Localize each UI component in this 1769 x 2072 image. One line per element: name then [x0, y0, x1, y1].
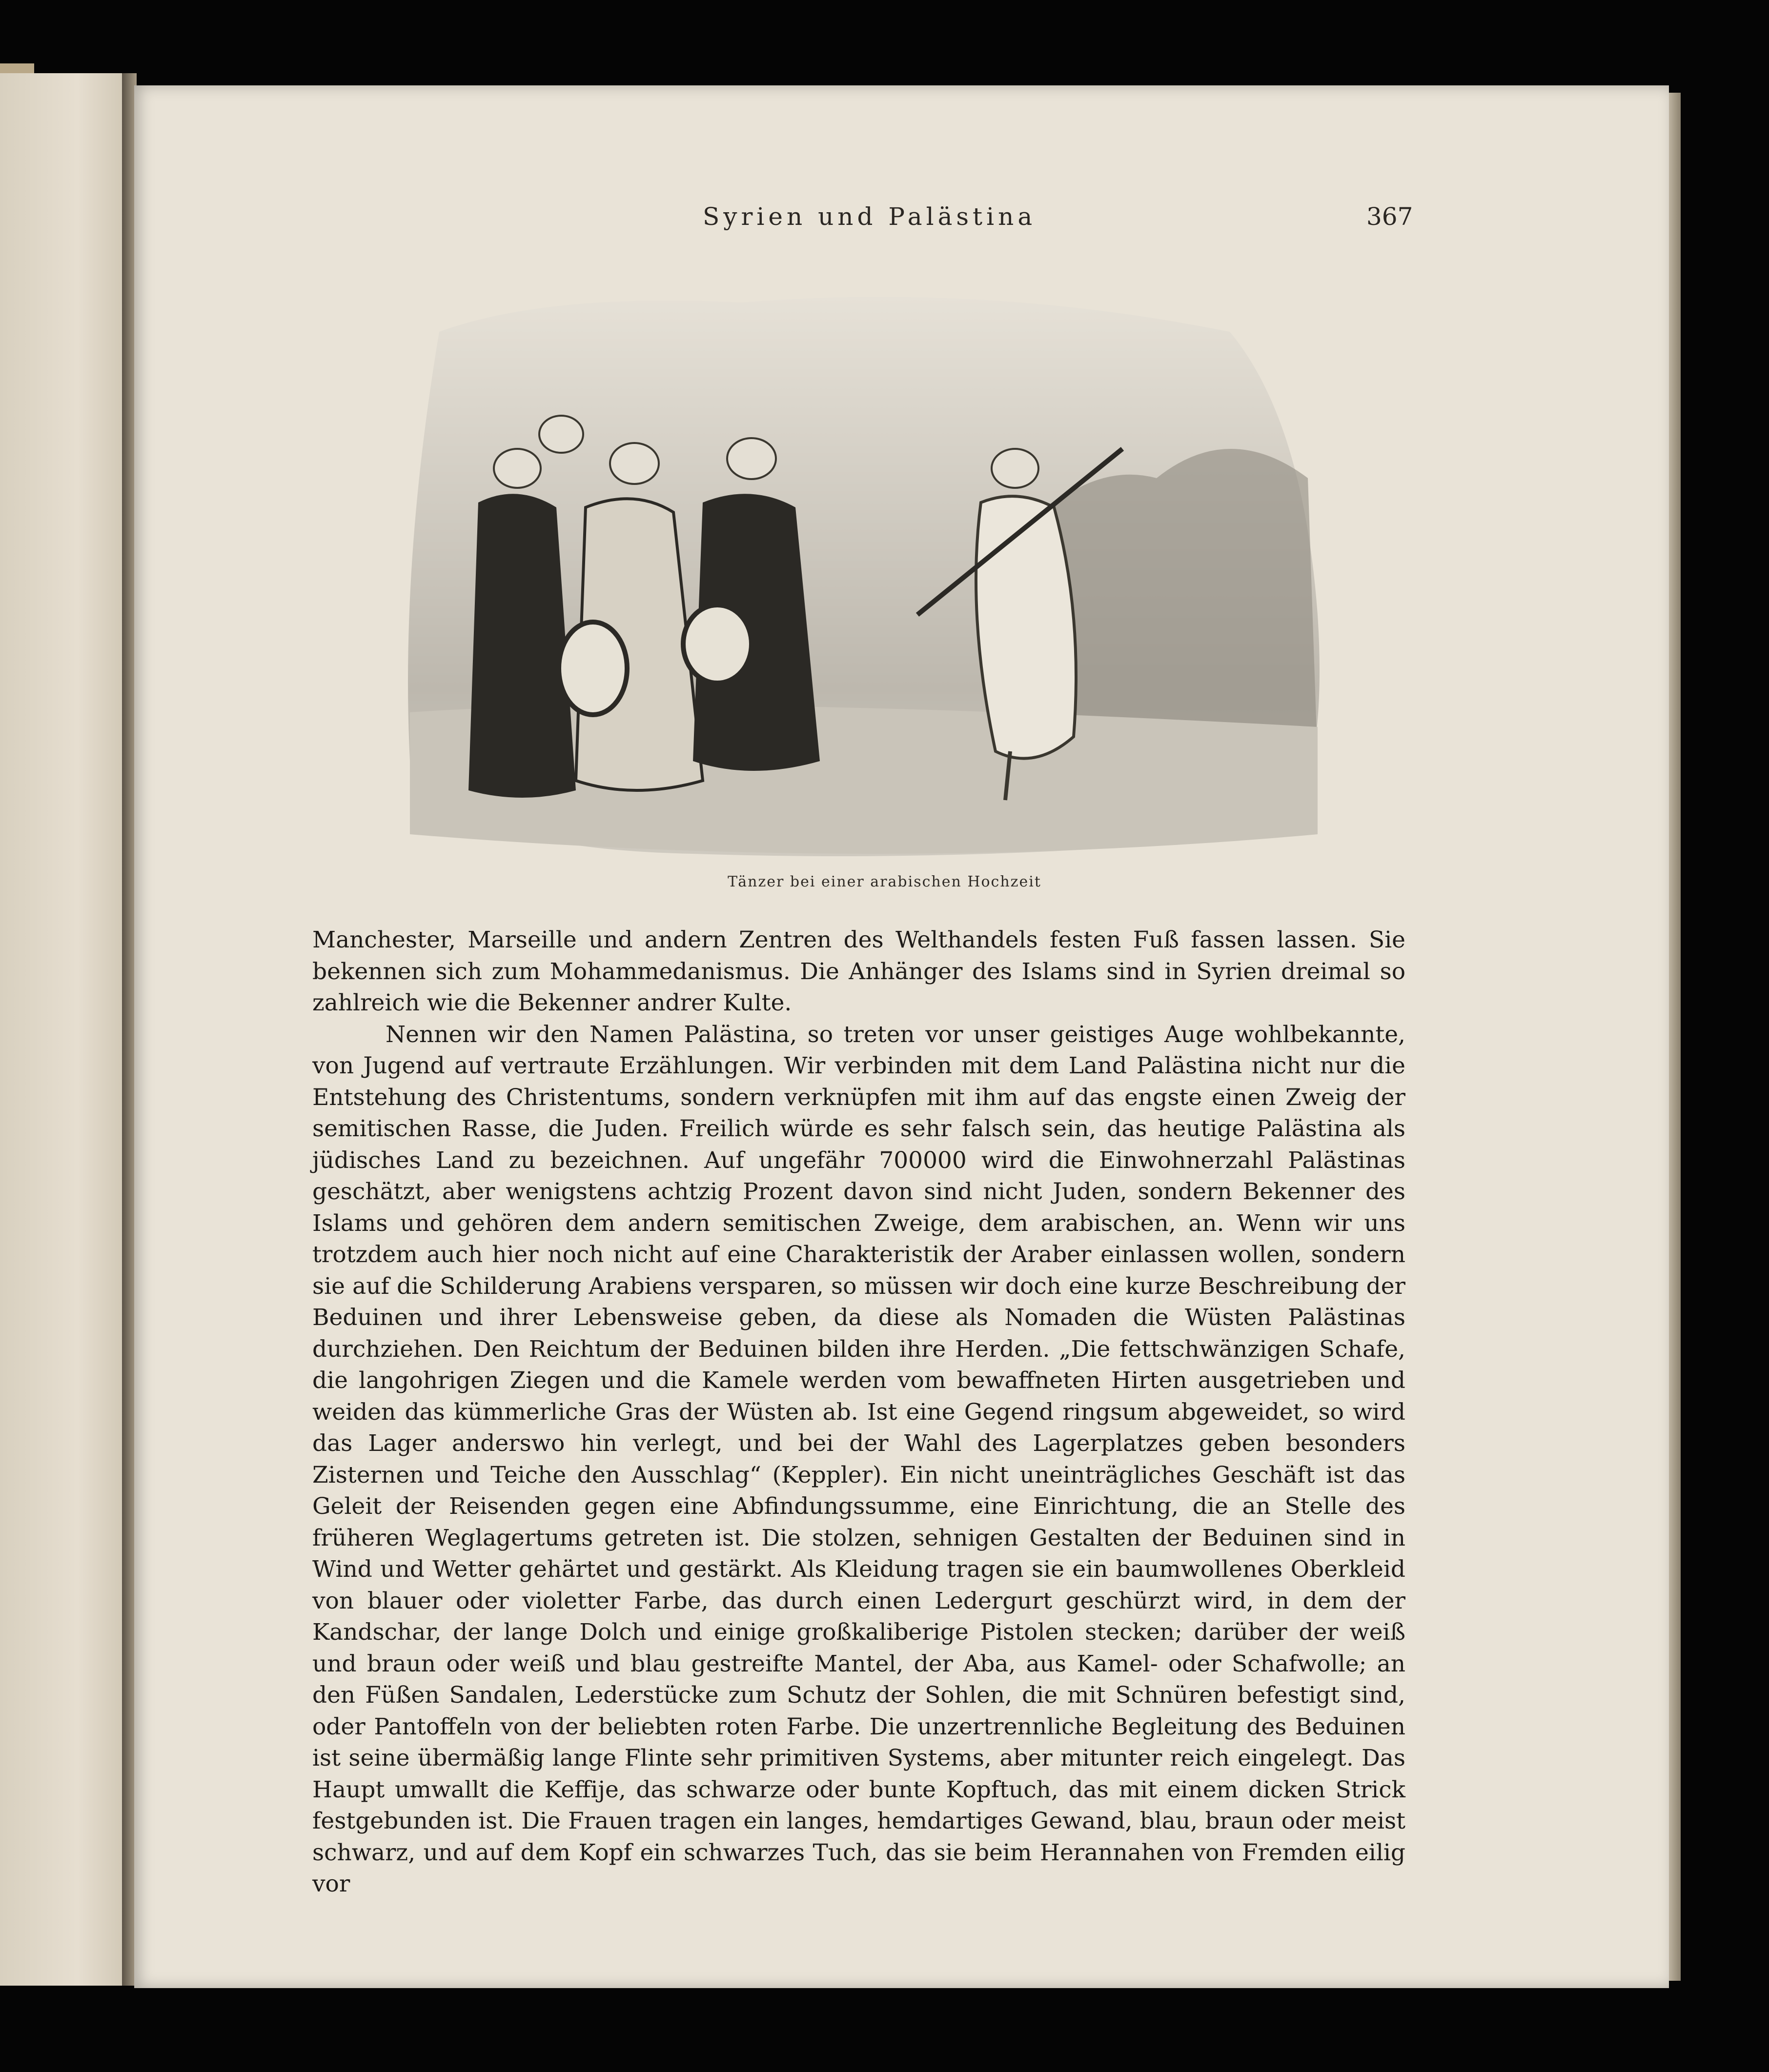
running-head: Syrien und Palästina	[703, 202, 1037, 231]
paragraph-2: Nennen wir den Namen Palästina, so treten vor unser geistiges Auge wohlbekannte, von Jugend auf vertraute Erzählungen. Wir verbinden mit dem Land Palästina nicht nur die Entstehung des Christentums, sondern verknüpfen mit ihm auf das engste einen Zweig der semitischen Rasse, die Juden. Freilich würde es sehr falsch sein, das heutige Palästina als jüdisches Land zu bezeichnen. Auf ungefähr 700000 wird die Einwohnerzahl Palästinas geschätzt, aber wenigstens achtzig Prozent davon sind nicht Juden, sondern Bekenner des Islams und gehören dem andern semitischen Zweige, dem arabischen, an. Wenn wir uns trotzdem auch hier noch nicht auf eine Charakteristik der Araber einlassen wollen, sondern sie auf die Schilderung Arabiens versparen, so müssen wir doch eine kurze Beschreibung der Beduinen und ihrer Lebensweise geben, da diese als Nomaden die Wüsten Palästinas durchziehen. Den Reichtum der Beduinen bilden ihre Herden. „Die fettschwänzigen Schafe, die langohrigen Ziegen und die Kamele werden vom bewaffneten Hirten ausgetrieben und weiden das kümmerliche Gras der Wüsten ab. Ist eine Gegend ringsum abgeweidet, so wird das Lager anderswo hin verlegt, und bei der Wahl des Lagerplatzes geben besonders Zisternen und Teiche den Ausschlag“ (Keppler). Ein nicht uneinträgliches Geschäft ist das Geleit der Reisenden gegen eine Abfindungssumme, eine Einrichtung, die an Stelle des früheren Weglagertums getreten ist. Die stolzen, sehnigen Gestalten der Beduinen sind in Wind und Wetter gehärtet und gestärkt. Als Kleidung tragen sie ein baumwollenes Oberkleid von blauer oder violetter Farbe, das durch einen Ledergurt geschürzt wird, in dem der Kandschar, der lange Dolch und einige großkaliberige Pistolen stecken; darüber der weiß und braun oder weiß und blau gestreifte Mantel, der Aba, aus Kamel- oder Schafwolle; an den Füßen Sandalen, Lederstücke zum Schutz der Sohlen, die mit Schnüren befestigt sind, oder Pantoffeln von der beliebten roten Farbe. Die unzertrennliche Begleitung des Beduinen ist seine übermäßig lange Flinte sehr primitiven Systems, aber mitunter reich eingelegt. Das Haupt umwallt die Keffije, das schwarze oder bunte Kopftuch, das mit einem dicken Strick festgebunden ist. Die Frauen tragen ein langes, hemdartiges Gewand, blau, braun oder meist schwarz, und auf dem Kopf ein schwarzes Tuch, das sie beim Herannahen von Fremden eilig vor	[312, 1021, 1405, 1897]
body-text	[312, 925, 1405, 1900]
figure-caption: Tänzer bei einer arabischen Hochzeit	[728, 873, 1041, 890]
page-stack-edge	[1669, 93, 1681, 1981]
page-number: 367	[1366, 202, 1413, 231]
paragraph-1: Manchester, Marseille und andern Zentren des Welthandels festen Fuß fassen lassen. Sie bekennen sich zum Mohammedanismus. Die Anhänger des Islams sind in Syrien dreimal so zahlreich wie die Bekenner andrer Kulte.	[312, 926, 1405, 1016]
left-page	[0, 73, 132, 1986]
musician-group	[468, 416, 820, 798]
engraving-illustration	[400, 273, 1327, 864]
